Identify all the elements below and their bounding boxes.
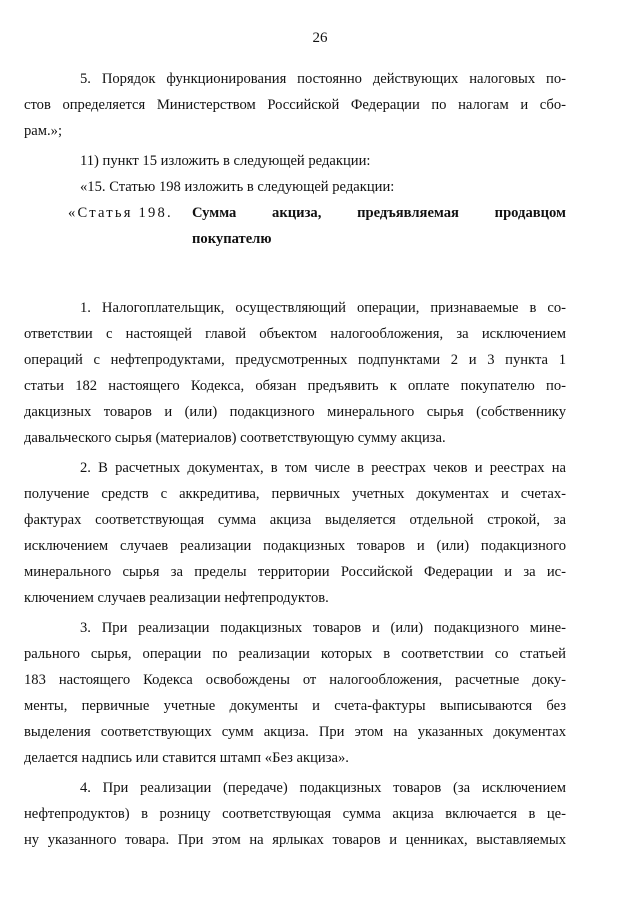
article-title-word: продавцом (494, 205, 566, 221)
text-line: рам.»; (24, 123, 63, 139)
page-number: 26 (312, 30, 328, 46)
text-line: фактурах соответствующая сумма акциза выделяется отдельной строкой, за (24, 512, 566, 528)
text-line: стов определяется Министерством Российской Федерации по налогам и сбо- (24, 97, 566, 113)
text-line: ну указанного товара. При этом на ярлыках товаров и ценниках, выставляемых (24, 832, 566, 848)
text-line: операций с нефтепродуктами, предусмотренных подпунктами 2 и 3 пункта 1 (24, 352, 566, 368)
article-label: «Статья 198. (68, 205, 173, 221)
article-title (192, 200, 566, 252)
text-line: ключением случаев реализации нефтепродуктов. (24, 590, 329, 606)
paragraph-1 (24, 295, 566, 451)
text-line: 1. Налогоплательщик, осуществляющий операции, признаваемые в со- (80, 300, 566, 316)
intro-paragraph (24, 66, 566, 144)
article-title-line: покупателю (192, 231, 272, 247)
text-line: 3. При реализации подакцизных товаров и (или) подакцизного мине- (80, 620, 566, 636)
text-line: статьи 182 настоящего Кодекса, обязан предъявить к оплате покупателю по- (24, 378, 566, 394)
paragraph-4 (24, 775, 566, 853)
text-line: 183 настоящего Кодекса освобождены от налогообложения, расчетные доку- (24, 672, 566, 688)
text-line: дакцизных товаров и (или) подакцизного минерального сырья (собственнику (24, 404, 566, 420)
text-line: рального сырья, операции по реализации которых в соответствии со статьей (24, 646, 566, 662)
text-line: выделения соответствующих сумм акциза. При этом на указанных документах (24, 724, 566, 740)
text-line: 2. В расчетных документах, в том числе в реестрах чеков и реестрах на (80, 460, 566, 476)
paragraph-2 (24, 455, 566, 611)
text-line: делается надпись или ставится штамп «Без акциза». (24, 750, 349, 766)
article-title-word: предъявляемая (357, 205, 459, 221)
text-line: минерального сырья за пределы территории Российской Федерации и за ис- (24, 564, 566, 580)
text-line: исключением случаев реализации подакцизных товаров и (или) подакцизного (24, 538, 566, 554)
text-line: ответствии с настоящей главой объектом налогообложения, за исключением (24, 326, 566, 342)
text-line: 5. Порядок функционирования постоянно действующих налоговых по- (80, 71, 566, 87)
text-line: 4. При реализации (передаче) подакцизных товаров (за исключением (80, 780, 566, 796)
amendment-item-15: «15. Статью 198 изложить в следующей редакции: (80, 179, 395, 195)
article-title-word: Сумма (192, 205, 237, 221)
article-title-word: акциза, (272, 205, 322, 221)
text-line: давальческого сырья (материалов) соответствующую сумму акциза. (24, 430, 446, 446)
text-line: получение средств с аккредитива, первичных учетных документах и счетах- (24, 486, 566, 502)
document-body (24, 66, 566, 853)
text-line: менты, первичные учетные документы и счета-фактуры выписываются без (24, 698, 566, 714)
amendment-item-11: 11) пункт 15 изложить в следующей редакции: (80, 153, 371, 169)
article-heading (68, 200, 566, 252)
text-line: нефтепродуктов) в розницу соответствующая сумма акциза включается в це- (24, 806, 566, 822)
paragraph-3 (24, 615, 566, 771)
